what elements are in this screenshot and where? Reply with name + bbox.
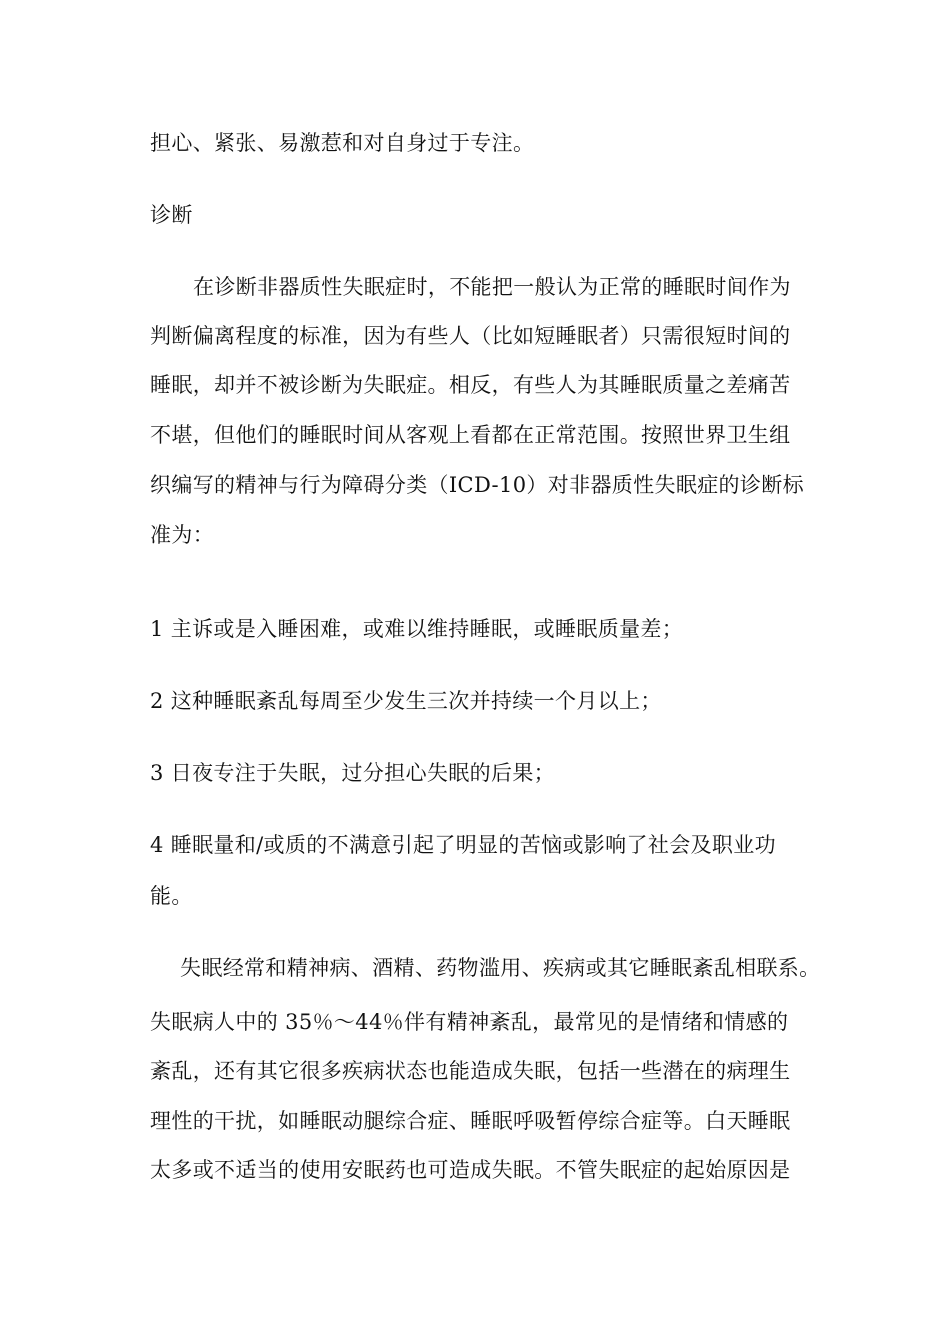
paragraph-line: 织编写的精神与行为障碍分类（ICD-10）对非器质性失眠症的诊断标 (150, 473, 804, 497)
criterion-item: 4 睡眠量和/或质的不满意引起了明显的苦恼或影响了社会及职业功 (150, 833, 776, 857)
section-heading: 诊断 (150, 203, 193, 227)
paragraph-line: 不堪，但他们的睡眠时间从客观上看都在正常范围。按照世界卫生组 (150, 423, 791, 447)
paragraph-line: 失眠病人中的 35％～44％伴有精神紊乱，最常见的是情绪和情感的 (150, 1010, 789, 1034)
paragraph-line: 在诊断非器质性失眠症时，不能把一般认为正常的睡眠时间作为 (193, 275, 791, 299)
paragraph-line: 紊乱，还有其它很多疾病状态也能造成失眠，包括一些潜在的病理生 (150, 1059, 791, 1083)
criterion-item-continued: 能。 (150, 884, 193, 908)
criterion-item: 2 这种睡眠紊乱每周至少发生三次并持续一个月以上； (150, 689, 662, 713)
paragraph-line: 理性的干扰，如睡眠动腿综合症、睡眠呼吸暂停综合症等。白天睡眠 (150, 1109, 791, 1133)
paragraph-line: 判断偏离程度的标准，因为有些人（比如短睡眠者）只需很短时间的 (150, 324, 791, 348)
intro-line: 担心、紧张、易激惹和对自身过于专注。 (150, 131, 535, 155)
paragraph-line: 失眠经常和精神病、酒精、药物滥用、疾病或其它睡眠紊乱相联系。 (180, 956, 821, 980)
criterion-item: 3 日夜专注于失眠，过分担心失眠的后果； (150, 761, 556, 785)
paragraph-line: 太多或不适当的使用安眠药也可造成失眠。不管失眠症的起始原因是 (150, 1158, 791, 1182)
paragraph-line: 睡眠，却并不被诊断为失眠症。相反，有些人为其睡眠质量之差痛苦 (150, 373, 791, 397)
criterion-item: 1 主诉或是入睡困难，或难以维持睡眠，或睡眠质量差； (150, 617, 684, 641)
paragraph-line: 准为： (150, 523, 215, 547)
